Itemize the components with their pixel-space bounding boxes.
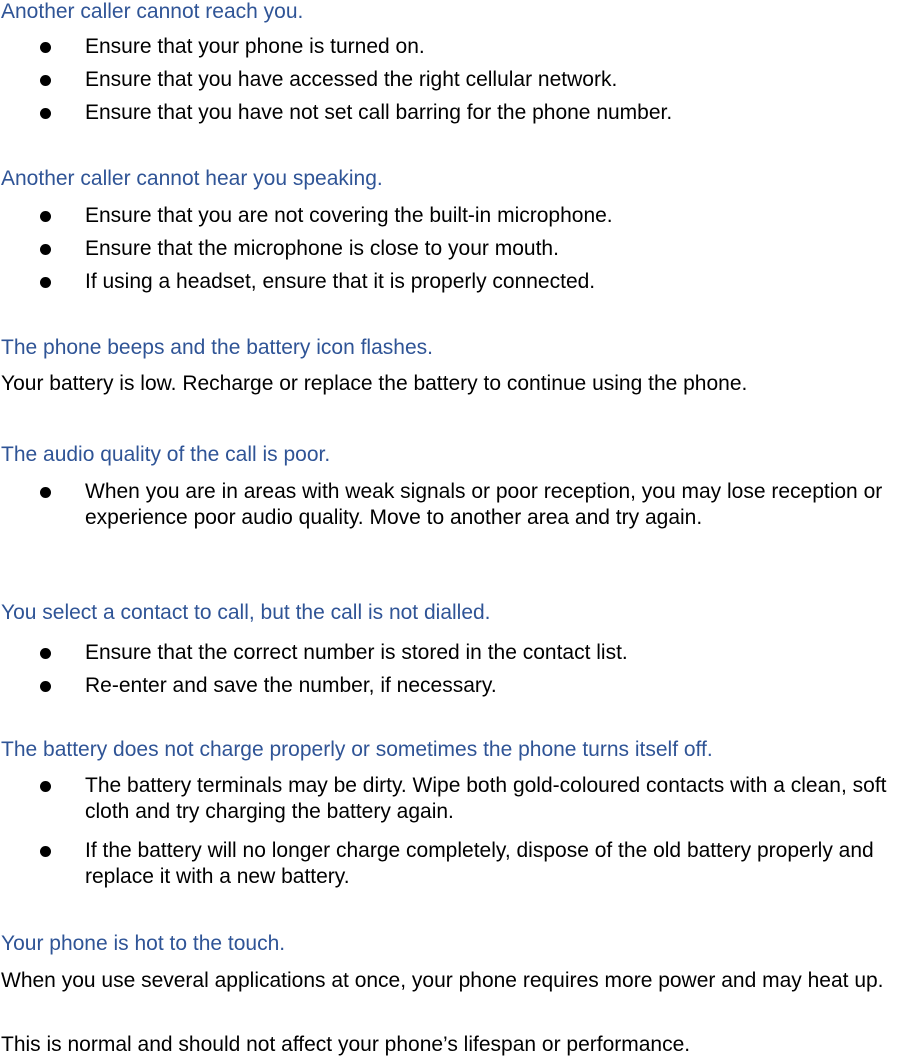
list-item-text: Ensure that the microphone is close to your mouth.	[85, 237, 559, 260]
list-item-text: When you are in areas with weak signals or poor reception, you may lose reception or experience poor audio quality. Move to another area and try again.	[85, 480, 883, 529]
list-item-text: Ensure that you are not covering the built-in microphone.	[85, 204, 613, 227]
bullet-icon	[40, 681, 51, 692]
list-item-text: If using a headset, ensure that it is properly connected.	[85, 270, 596, 293]
bullet-icon	[40, 75, 51, 86]
bullet-icon	[40, 487, 51, 498]
section-heading: The phone beeps and the battery icon flashes.	[1, 336, 433, 359]
section-heading: The audio quality of the call is poor.	[1, 443, 331, 466]
section-heading: The battery does not charge properly or sometimes the phone turns itself off.	[1, 738, 713, 761]
list-item-text: Ensure that you have accessed the right cellular network.	[85, 68, 618, 91]
bullet-icon	[40, 108, 51, 119]
section-heading: Another caller cannot hear you speaking.	[1, 167, 383, 190]
bullet-icon	[40, 781, 51, 792]
paragraph: This is normal and should not affect your phone’s lifespan or performance.	[1, 1033, 691, 1056]
section-heading: You select a contact to call, but the call is not dialled.	[1, 601, 491, 624]
bullet-icon	[40, 244, 51, 255]
bullet-icon	[40, 277, 51, 288]
paragraph: Your battery is low. Recharge or replace the battery to continue using the phone.	[1, 372, 748, 395]
bullet-icon	[40, 42, 51, 53]
list-item-text: Re-enter and save the number, if necessary.	[85, 674, 497, 697]
list-item-text: If the battery will no longer charge completely, dispose of the old battery properly and replace it with a new battery.	[85, 839, 874, 888]
bullet-icon	[40, 846, 51, 857]
section-heading: Another caller cannot reach you.	[1, 0, 304, 23]
list-item-text: Ensure that the correct number is stored in the contact list.	[85, 641, 628, 664]
bullet-icon	[40, 648, 51, 659]
section-heading: Your phone is hot to the touch.	[1, 932, 286, 955]
list-item-text: Ensure that you have not set call barring for the phone number.	[85, 101, 673, 124]
paragraph: When you use several applications at once, your phone requires more power and may heat up.	[1, 969, 884, 992]
list-item-text: Ensure that your phone is turned on.	[85, 35, 425, 58]
bullet-icon	[40, 211, 51, 222]
list-item-text: The battery terminals may be dirty. Wipe both gold-coloured contacts with a clean, soft cloth and try charging the battery again.	[85, 774, 887, 823]
